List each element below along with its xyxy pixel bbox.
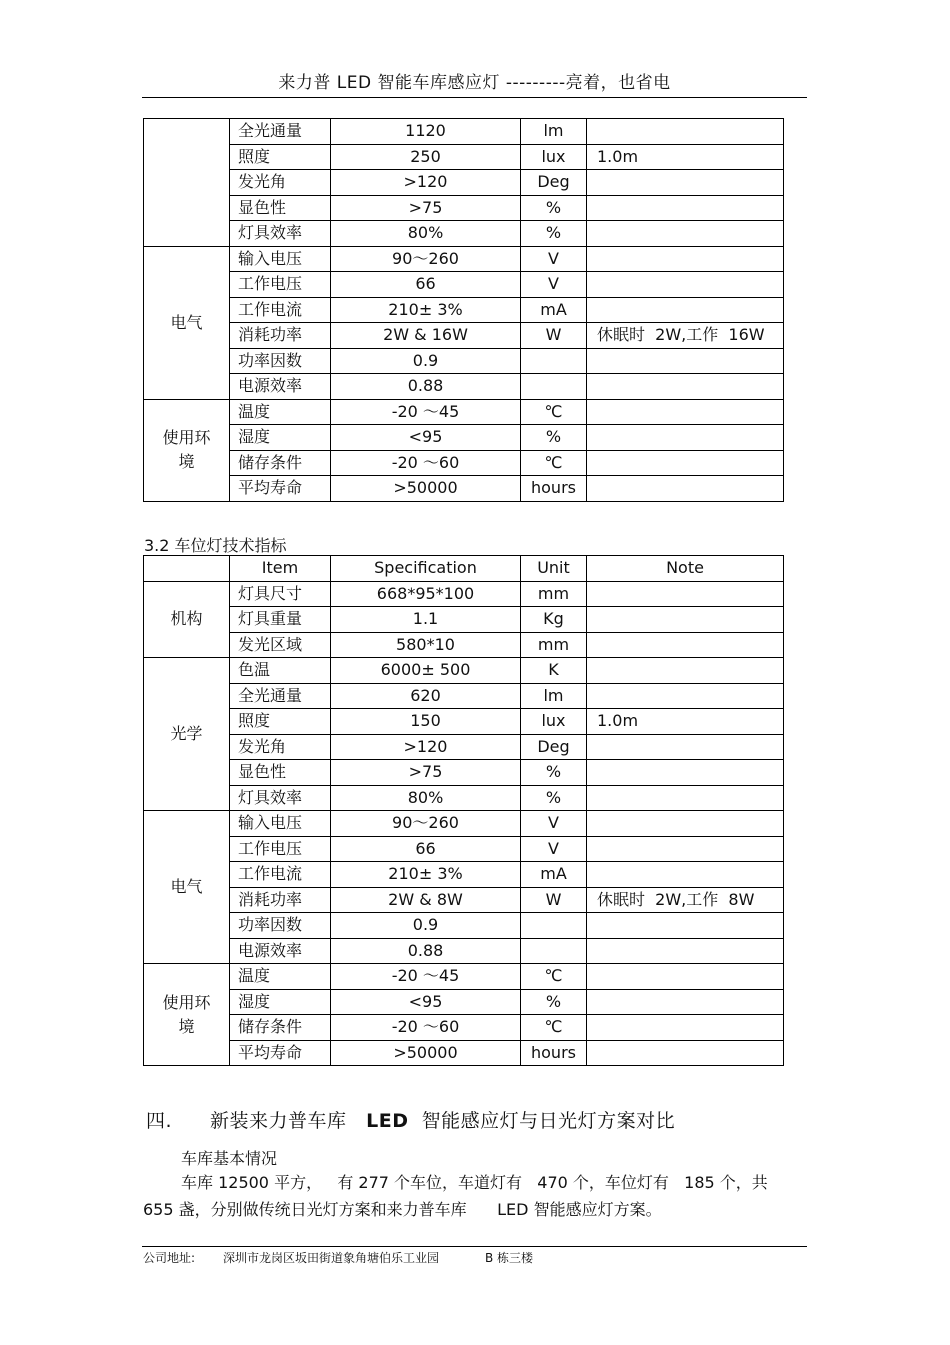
note-cell <box>587 348 784 374</box>
spec-cell: >50000 <box>331 1040 521 1066</box>
spec-cell: -20 ～45 <box>331 964 521 990</box>
item-cell: 全光通量 <box>230 119 331 145</box>
footer-address-label: 公司地址: <box>143 1251 196 1265</box>
unit-cell: V <box>521 272 587 298</box>
note-cell: 1.0m <box>587 144 784 170</box>
paragraph-line-1: 车库 12500 平方， 有 277 个车位，车道灯有 470 个，车位灯有 185 个，共 <box>181 1173 768 1192</box>
item-cell: 输入电压 <box>230 246 331 272</box>
note-cell <box>587 913 784 939</box>
item-cell: 温度 <box>230 399 331 425</box>
group-name-cell: 电气 <box>144 811 230 964</box>
unit-cell: mA <box>521 862 587 888</box>
item-cell: 工作电压 <box>230 836 331 862</box>
table-row <box>144 607 784 633</box>
item-cell: 储存条件 <box>230 450 331 476</box>
spec-cell: 90～260 <box>331 811 521 837</box>
item-cell: 储存条件 <box>230 1015 331 1041</box>
spec-cell: -20 ～45 <box>331 399 521 425</box>
table-row <box>144 348 784 374</box>
spec-cell: -20 ～60 <box>331 450 521 476</box>
spec-cell: 210± 3% <box>331 862 521 888</box>
header-unit: Unit <box>521 556 587 582</box>
spec-cell: 620 <box>331 683 521 709</box>
table-row <box>144 836 784 862</box>
unit-cell: ℃ <box>521 450 587 476</box>
unit-cell: % <box>521 785 587 811</box>
unit-cell: lm <box>521 683 587 709</box>
item-cell: 平均寿命 <box>230 1040 331 1066</box>
spec-cell: 0.9 <box>331 913 521 939</box>
unit-cell <box>521 348 587 374</box>
group-name-cell: 机构 <box>144 581 230 658</box>
spec-cell: 66 <box>331 272 521 298</box>
unit-cell: % <box>521 221 587 247</box>
header-item: Item <box>230 556 331 582</box>
item-cell: 消耗功率 <box>230 323 331 349</box>
footer-address: 深圳市龙岗区坂田街道象角塘伯乐工业园 <box>223 1251 440 1265</box>
table-row <box>144 450 784 476</box>
unit-cell: % <box>521 760 587 786</box>
unit-cell: V <box>521 246 587 272</box>
note-cell <box>587 964 784 990</box>
unit-cell: W <box>521 887 587 913</box>
spec-table-continued <box>143 118 784 502</box>
footer-building: B 栋三楼 <box>485 1251 534 1265</box>
footer-divider <box>142 1246 807 1247</box>
parking-light-spec-table <box>143 555 784 1066</box>
note-cell <box>587 170 784 196</box>
paragraph-body <box>143 1169 805 1223</box>
table-header-row <box>144 556 784 582</box>
unit-cell: % <box>521 195 587 221</box>
table-row <box>144 272 784 298</box>
note-cell: 休眠时 2W,工作 8W <box>587 887 784 913</box>
unit-cell: mA <box>521 297 587 323</box>
unit-cell: V <box>521 811 587 837</box>
unit-cell: hours <box>521 1040 587 1066</box>
table-row <box>144 399 784 425</box>
item-cell: 工作电流 <box>230 862 331 888</box>
item-cell: 电源效率 <box>230 374 331 400</box>
table-row <box>144 709 784 735</box>
paragraph-heading: 车库基本情况 <box>181 1149 278 1168</box>
table-row <box>144 1040 784 1066</box>
table-row <box>144 938 784 964</box>
note-cell <box>587 119 784 145</box>
unit-cell: mm <box>521 581 587 607</box>
item-cell: 工作电压 <box>230 272 331 298</box>
table-row <box>144 476 784 502</box>
item-cell: 输入电压 <box>230 811 331 837</box>
table-row <box>144 862 784 888</box>
unit-cell: lm <box>521 119 587 145</box>
spec-cell: >75 <box>331 760 521 786</box>
item-cell: 色温 <box>230 658 331 684</box>
unit-cell: W <box>521 323 587 349</box>
item-cell: 灯具效率 <box>230 221 331 247</box>
note-cell <box>587 425 784 451</box>
header-note: Note <box>587 556 784 582</box>
table-row <box>144 989 784 1015</box>
unit-cell: hours <box>521 476 587 502</box>
table-row <box>144 658 784 684</box>
item-cell: 灯具尺寸 <box>230 581 331 607</box>
unit-cell <box>521 913 587 939</box>
table-row <box>144 964 784 990</box>
note-cell <box>587 195 784 221</box>
paragraph-line-2: 655 盏，分别做传统日光灯方案和来力普车库 LED 智能感应灯方案。 <box>143 1200 662 1219</box>
unit-cell: Kg <box>521 607 587 633</box>
item-cell: 温度 <box>230 964 331 990</box>
spec-cell: >50000 <box>331 476 521 502</box>
table-row <box>144 785 784 811</box>
item-cell: 照度 <box>230 709 331 735</box>
note-cell <box>587 1040 784 1066</box>
note-cell <box>587 734 784 760</box>
note-cell <box>587 760 784 786</box>
note-cell <box>587 374 784 400</box>
spec-cell: 0.88 <box>331 374 521 400</box>
spec-cell: >120 <box>331 170 521 196</box>
section-title-bold: LED <box>366 1110 409 1132</box>
group-name-cell: 使用环境 <box>144 399 230 501</box>
note-cell: 休眠时 2W,工作 16W <box>587 323 784 349</box>
item-cell: 工作电流 <box>230 297 331 323</box>
item-cell: 显色性 <box>230 760 331 786</box>
item-cell: 发光角 <box>230 170 331 196</box>
spec-cell: >75 <box>331 195 521 221</box>
unit-cell <box>521 374 587 400</box>
note-cell <box>587 607 784 633</box>
note-cell <box>587 272 784 298</box>
unit-cell <box>521 938 587 964</box>
section-title-prefix: 新装来力普车库 <box>210 1110 347 1132</box>
table-row <box>144 887 784 913</box>
group-name-cell: 使用环境 <box>144 964 230 1066</box>
note-cell <box>587 221 784 247</box>
table-row <box>144 425 784 451</box>
spec-cell: <95 <box>331 425 521 451</box>
table-row <box>144 297 784 323</box>
spec-cell: 2W & 8W <box>331 887 521 913</box>
spec-cell: <95 <box>331 989 521 1015</box>
table-row <box>144 119 784 145</box>
table-row <box>144 581 784 607</box>
spec-cell: -20 ～60 <box>331 1015 521 1041</box>
table-row <box>144 760 784 786</box>
unit-cell: Deg <box>521 170 587 196</box>
subsection-title: 3.2 车位灯技术指标 <box>144 536 287 555</box>
note-cell <box>587 658 784 684</box>
note-cell <box>587 246 784 272</box>
group-name-cell: 光学 <box>144 658 230 811</box>
item-cell: 湿度 <box>230 989 331 1015</box>
spec-cell: 2W & 16W <box>331 323 521 349</box>
spec-cell: 1120 <box>331 119 521 145</box>
item-cell: 湿度 <box>230 425 331 451</box>
spec-cell: 80% <box>331 785 521 811</box>
note-cell <box>587 683 784 709</box>
note-cell <box>587 581 784 607</box>
table-row <box>144 221 784 247</box>
item-cell: 平均寿命 <box>230 476 331 502</box>
note-cell <box>587 450 784 476</box>
spec-cell: 210± 3% <box>331 297 521 323</box>
section-number: 四. <box>146 1110 173 1132</box>
note-cell <box>587 811 784 837</box>
spec-cell: 0.88 <box>331 938 521 964</box>
item-cell: 灯具效率 <box>230 785 331 811</box>
unit-cell: % <box>521 989 587 1015</box>
header-divider <box>142 97 807 98</box>
table-row <box>144 683 784 709</box>
item-cell: 灯具重量 <box>230 607 331 633</box>
item-cell: 功率因数 <box>230 348 331 374</box>
table-row <box>144 1015 784 1041</box>
note-cell: 1.0m <box>587 709 784 735</box>
note-cell <box>587 399 784 425</box>
spec-cell: 80% <box>331 221 521 247</box>
unit-cell: mm <box>521 632 587 658</box>
header-group-cell <box>144 556 230 582</box>
unit-cell: Deg <box>521 734 587 760</box>
group-name-cell <box>144 119 230 247</box>
item-cell: 显色性 <box>230 195 331 221</box>
table-row <box>144 195 784 221</box>
note-cell <box>587 989 784 1015</box>
spec-cell: >120 <box>331 734 521 760</box>
spec-cell: 150 <box>331 709 521 735</box>
note-cell <box>587 862 784 888</box>
item-cell: 照度 <box>230 144 331 170</box>
page-footer <box>143 1249 533 1266</box>
spec-cell: 668*95*100 <box>331 581 521 607</box>
spec-cell: 6000± 500 <box>331 658 521 684</box>
unit-cell: ℃ <box>521 399 587 425</box>
note-cell <box>587 938 784 964</box>
table-row <box>144 811 784 837</box>
spec-cell: 0.9 <box>331 348 521 374</box>
item-cell: 功率因数 <box>230 913 331 939</box>
item-cell: 发光角 <box>230 734 331 760</box>
table-row <box>144 734 784 760</box>
spec-cell: 250 <box>331 144 521 170</box>
header-specification: Specification <box>331 556 521 582</box>
note-cell <box>587 632 784 658</box>
note-cell <box>587 1015 784 1041</box>
note-cell <box>587 297 784 323</box>
unit-cell: K <box>521 658 587 684</box>
spec-cell: 66 <box>331 836 521 862</box>
spec-cell: 90～260 <box>331 246 521 272</box>
note-cell <box>587 785 784 811</box>
table-row <box>144 323 784 349</box>
unit-cell: lux <box>521 144 587 170</box>
unit-cell: ℃ <box>521 1015 587 1041</box>
spec-cell: 1.1 <box>331 607 521 633</box>
item-cell: 发光区域 <box>230 632 331 658</box>
item-cell: 消耗功率 <box>230 887 331 913</box>
section-title-suffix: 智能感应灯与日光灯方案对比 <box>421 1110 676 1132</box>
table-row <box>144 170 784 196</box>
note-cell <box>587 476 784 502</box>
table-row <box>144 632 784 658</box>
note-cell <box>587 836 784 862</box>
section-title <box>146 1106 675 1133</box>
table-row <box>144 246 784 272</box>
group-name-cell: 电气 <box>144 246 230 399</box>
unit-cell: ℃ <box>521 964 587 990</box>
page-header-title: 来力普 LED 智能车库感应灯 ---------亮着，也省电 <box>278 73 671 93</box>
unit-cell: lux <box>521 709 587 735</box>
table-row <box>144 144 784 170</box>
unit-cell: % <box>521 425 587 451</box>
unit-cell: V <box>521 836 587 862</box>
table-row <box>144 374 784 400</box>
table-row <box>144 913 784 939</box>
spec-cell: 580*10 <box>331 632 521 658</box>
item-cell: 电源效率 <box>230 938 331 964</box>
item-cell: 全光通量 <box>230 683 331 709</box>
